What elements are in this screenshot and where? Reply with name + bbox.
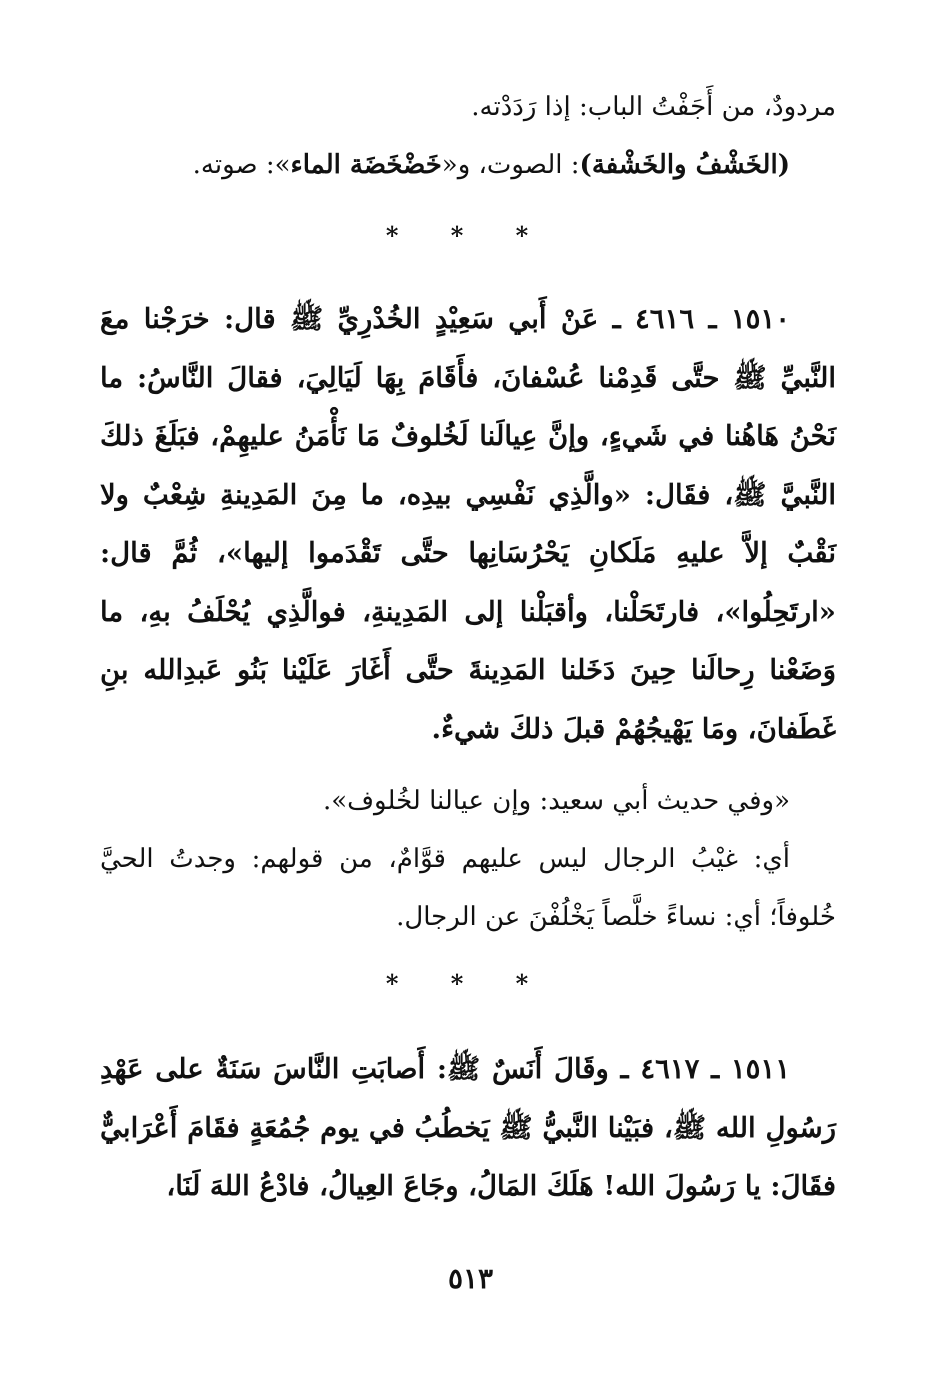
- page-number: ٥١٣: [447, 1262, 494, 1295]
- definition-text-2: »: صوته.: [192, 150, 291, 180]
- hadith-1510: ١٥١٠ ـ ٤٦١٦ ـ عَنْ أَبي سَعِيْدٍ الخُدْرِيِّ ﷺ قال: خرَجْنا معَ النَّبيِّ ﷺ حتَّى قَدِمْنا عُسْفانَ، فأَقَامَ بِهَا لَيَالِيَ، فقالَ النَّاسُ: ما نَحْنُ هَاهُنا في شَيءٍ، وإنَّ عِيالَنا لَخُلوفٌ مَا نَأْمَنُ عليهِمْ، فبَلَغَ ذلكَ النَّبيَّ ﷺ، فقَال: «والَّذِي نَفْسِي بيدِه، ما مِنَ المَدِينةِ شِعْبٌ ولا نَقْبٌ إلاَّ عليهِ مَلَكانِ يَحْرُسَانِها حتَّى تَقْدَموا إليها»، ثُمَّ قال: «ارتَحِلُوا»، فارتَحَلْنا، وأقبَلْنا إلى المَدِينةِ، فوالَّذِي يُحْلَفُ بهِ، ما وَضَعْنا رِحالَنا حِينَ دَخَلنا المَدِينةَ حتَّى أَغَارَ عَلَيْنا بَنُو عَبدِالله بنِ غَطَفانَ، ومَا يَهْيجُهُمْ قبلَ ذلكَ شيءٌ.: [100, 303, 836, 745]
- section-separator: * * *: [385, 221, 551, 250]
- definition-line: [100, 136, 836, 194]
- section-separator: * * *: [385, 969, 551, 998]
- hadith-1511: ١٥١١ ـ ٤٦١٧ ـ وقَالَ أَنَسٌ ﷺ: أَصابَتِ النَّاسَ سَنَةٌ على عَهْدِ رَسُولِ الله ﷺ، فبَيْنا النَّبيُّ ﷺ يَخطُبُ في يوم جُمُعَةٍ فقَامَ أَعْرَابيٌّ فقَالَ: يا رَسُولَ الله! هَلَكَ المَالُ، وجَاعَ العِيالُ، فادْعُ اللهَ لَنَا،: [100, 1053, 836, 1202]
- commentary-quote: «وفي حديث أبي سعيد: وإن عيالنا لخُلوف».: [322, 786, 790, 816]
- spacer: [100, 758, 836, 772]
- page-body: [100, 78, 836, 1216]
- commentary-explanation: أي: غيْبُ الرجال ليس عليهم قوَّامٌ، من قولهم: وجدتُ الحيَّ خُلوفاً؛ أي: نساءً خلَّصاً يَخْلُفْنَ عن الرجال.: [100, 844, 836, 932]
- definition-term-1: (الخَشْفُ والخَشْفة): [579, 150, 790, 180]
- definition-term-2: خَضْخَضَة الماء: [290, 150, 442, 180]
- intro-line: مردودٌ، من أَجَفْتُ الباب: إذا رَدَدْته.: [471, 92, 836, 122]
- definition-text-1: : الصوت، و«: [441, 150, 580, 180]
